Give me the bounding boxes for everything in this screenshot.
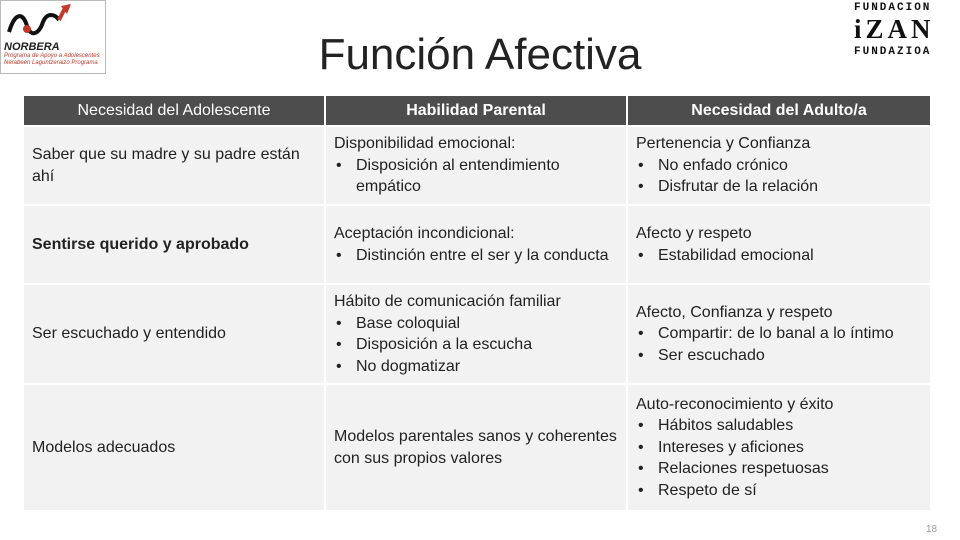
bullet-text: Disposición a la escucha — [356, 336, 533, 353]
adolescent-need-text: Ser escuchado y entendido — [32, 325, 226, 343]
adolescent-need-text: Saber que su madre y su padre están ahí — [32, 146, 300, 185]
izan-logo-top: FUNDACION — [854, 2, 932, 14]
parental-skill-cell — [326, 127, 628, 206]
bullet-item — [636, 176, 922, 198]
function-table — [24, 96, 932, 512]
adolescent-need-cell — [24, 285, 326, 385]
norbera-logo-tagline: Programa de Apoyo a Adolescentes Nerabeen Laguntzeraizo Programa — [4, 53, 100, 66]
bullet-list — [334, 245, 618, 267]
izan-logo-bottom: FUNDAZIOA — [854, 46, 932, 58]
cell-heading: Afecto y respeto — [636, 225, 752, 242]
cell-heading: Pertenencia y Confianza — [636, 135, 811, 153]
cell-heading: Auto-reconocimiento y éxito — [636, 395, 834, 413]
adult-need-cell — [628, 127, 932, 206]
izan-logo-mark: iZAN — [854, 14, 935, 44]
adolescent-need-text: Modelos adecuados — [32, 438, 176, 456]
cell-heading: Hábito de comunicación familiar — [334, 293, 561, 310]
bullet-item — [334, 334, 618, 356]
bullet-text: Estabilidad emocional — [658, 246, 814, 264]
bullet-list — [636, 415, 922, 501]
bullet-item — [636, 458, 922, 480]
header-label: Necesidad del Adolescente — [77, 101, 271, 119]
bullet-list — [636, 155, 922, 198]
bullet-text: Respeto de sí — [658, 481, 757, 499]
bullet-item — [334, 245, 618, 267]
adolescent-need-cell — [24, 206, 326, 285]
adolescent-need-cell — [24, 385, 326, 512]
bullet-text: Compartir: de lo banal a lo íntimo — [658, 325, 894, 343]
bullet-text: Disposición al entendimiento empático — [356, 156, 560, 196]
bullet-item — [636, 245, 922, 267]
page-number: 18 — [926, 524, 938, 535]
bullet-text: Disfrutar de la relación — [658, 178, 819, 196]
adult-need-cell — [628, 385, 932, 512]
bullet-list — [636, 245, 922, 267]
bullet-list — [334, 313, 618, 378]
cell-heading: Aceptación incondicional: — [334, 225, 515, 242]
cell-heading: Modelos parentales sanos y coherentes con sus propios valores — [334, 428, 617, 467]
parental-skill-cell — [326, 285, 628, 385]
bullet-text: Distinción entre el ser y la conducta — [356, 246, 609, 264]
bullet-item — [334, 313, 618, 335]
bullet-item — [636, 323, 922, 345]
bullet-text: Base coloquial — [356, 314, 461, 332]
bullet-text: Relaciones respetuosas — [658, 460, 829, 478]
norbera-logo-name: NORBERA — [4, 41, 60, 53]
bullet-item — [636, 415, 922, 437]
header-adolescent-need — [24, 96, 326, 127]
parental-skill-cell — [326, 206, 628, 285]
parental-skill-cell — [326, 385, 628, 512]
bullet-item — [636, 345, 922, 367]
header-label: Habilidad Parental — [406, 101, 546, 119]
bullet-item — [334, 356, 618, 378]
header-adult-need — [628, 96, 932, 127]
bullet-list — [636, 323, 922, 366]
bullet-item — [636, 480, 922, 502]
cell-heading: Afecto, Confianza y respeto — [636, 303, 833, 321]
cell-heading: Disponibilidad emocional: — [334, 135, 516, 153]
bullet-item — [334, 155, 618, 198]
bullet-text: Hábitos saludables — [658, 417, 794, 435]
bullet-item — [636, 437, 922, 459]
adolescent-need-text: Sentirse querido y aprobado — [32, 235, 249, 253]
slide-title: Función Afectiva — [318, 30, 642, 79]
bullet-item — [636, 155, 922, 177]
bullet-text: Ser escuchado — [658, 346, 765, 364]
bullet-text: No enfado crónico — [658, 156, 788, 174]
adult-need-cell — [628, 206, 932, 285]
bullet-text: Intereses y aficiones — [658, 438, 804, 456]
header-label: Necesidad del Adulto/a — [691, 101, 867, 119]
adult-need-cell — [628, 285, 932, 385]
bullet-list — [334, 155, 618, 198]
bullet-text: No dogmatizar — [356, 357, 461, 375]
header-parental-skill — [326, 96, 628, 127]
adolescent-need-cell — [24, 127, 326, 206]
